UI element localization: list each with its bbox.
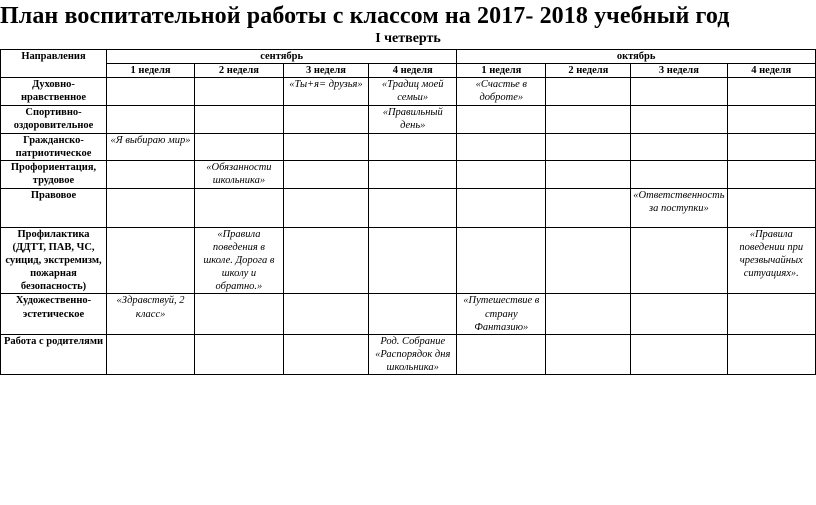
event-cell: «Ответственность за поступки» xyxy=(631,188,727,227)
event-cell xyxy=(107,160,195,188)
table-row xyxy=(1,160,816,188)
event-cell xyxy=(631,294,727,334)
event-cell xyxy=(631,334,727,374)
direction-cell: Профилактика (ДДТТ, ПАВ, ЧС, суицид, экстремизм, пожарная безопасность) xyxy=(1,227,107,294)
event-cell xyxy=(107,334,195,374)
table-row xyxy=(1,334,816,374)
event-cell xyxy=(195,334,284,374)
event-cell: «Я выбираю мир» xyxy=(107,133,195,160)
event-cell xyxy=(283,106,368,133)
event-cell xyxy=(631,160,727,188)
event-cell xyxy=(727,78,815,106)
event-cell xyxy=(195,294,284,334)
direction-cell: Профориентация, трудовое xyxy=(1,160,107,188)
direction-cell: Спортивно-оздоровительное xyxy=(1,106,107,133)
week-header: 3 неделя xyxy=(631,64,727,78)
week-header: 4 неделя xyxy=(727,64,815,78)
event-cell xyxy=(283,133,368,160)
event-cell xyxy=(546,294,631,334)
event-cell xyxy=(457,188,546,227)
event-cell xyxy=(727,188,815,227)
event-cell xyxy=(195,133,284,160)
event-cell xyxy=(457,334,546,374)
event-cell xyxy=(727,294,815,334)
event-cell xyxy=(546,106,631,133)
month-header-row xyxy=(1,50,816,64)
event-cell xyxy=(283,160,368,188)
month-header: сентябрь xyxy=(107,50,457,64)
event-cell xyxy=(546,334,631,374)
event-cell xyxy=(195,78,284,106)
event-cell: «Счастье в доброте» xyxy=(457,78,546,106)
week-header: 2 неделя xyxy=(195,64,284,78)
week-header: 1 неделя xyxy=(107,64,195,78)
event-cell xyxy=(107,78,195,106)
direction-cell: Художественно-эстетическое xyxy=(1,294,107,334)
table-row xyxy=(1,106,816,133)
event-cell: «Путешествие в страну Фантазию» xyxy=(457,294,546,334)
event-cell xyxy=(546,133,631,160)
plan-table xyxy=(0,49,816,375)
table-row xyxy=(1,188,816,227)
month-header: октябрь xyxy=(457,50,816,64)
table-row xyxy=(1,133,816,160)
event-cell xyxy=(631,106,727,133)
event-cell xyxy=(107,188,195,227)
week-header: 1 неделя xyxy=(457,64,546,78)
event-cell xyxy=(546,78,631,106)
event-cell: «Правила поведения в школе. Дорога в школу и обратно.» xyxy=(195,227,284,294)
week-header: 2 неделя xyxy=(546,64,631,78)
directions-header: Направления xyxy=(1,50,107,78)
event-cell xyxy=(369,160,457,188)
week-header: 4 неделя xyxy=(369,64,457,78)
event-cell xyxy=(195,106,284,133)
table-row xyxy=(1,227,816,294)
event-cell xyxy=(107,227,195,294)
event-cell xyxy=(283,334,368,374)
event-cell xyxy=(369,227,457,294)
event-cell xyxy=(369,188,457,227)
event-cell xyxy=(631,133,727,160)
direction-cell: Духовно-нравственное xyxy=(1,78,107,106)
week-header-row xyxy=(1,64,816,78)
event-cell xyxy=(283,227,368,294)
event-cell xyxy=(546,227,631,294)
event-cell xyxy=(457,133,546,160)
event-cell: Род. Собрание «Распорядок дня школьника» xyxy=(369,334,457,374)
event-cell xyxy=(727,334,815,374)
event-cell: «Правила поведении при чрезвычайных ситуациях». xyxy=(727,227,815,294)
event-cell xyxy=(727,160,815,188)
table-row xyxy=(1,78,816,106)
direction-cell: Правовое xyxy=(1,188,107,227)
event-cell: «Обязанности школьника» xyxy=(195,160,284,188)
event-cell: «Ты+я= друзья» xyxy=(283,78,368,106)
event-cell xyxy=(546,188,631,227)
event-cell xyxy=(283,294,368,334)
event-cell: «Здравствуй, 2 класс» xyxy=(107,294,195,334)
quarter-subtitle: I четверть xyxy=(375,31,441,46)
event-cell xyxy=(727,106,815,133)
event-cell: «Традиц моей семьи» xyxy=(369,78,457,106)
event-cell xyxy=(369,294,457,334)
event-cell xyxy=(107,106,195,133)
event-cell xyxy=(369,133,457,160)
event-cell xyxy=(283,188,368,227)
direction-cell: Гражданско-патриотическое xyxy=(1,133,107,160)
event-cell: «Правильный день» xyxy=(369,106,457,133)
table-row xyxy=(1,294,816,334)
event-cell xyxy=(631,78,727,106)
event-cell xyxy=(631,227,727,294)
page-title: План воспитательной работы с классом на 2017- 2018 учебный год xyxy=(0,3,730,29)
event-cell xyxy=(457,160,546,188)
event-cell xyxy=(727,133,815,160)
event-cell xyxy=(195,188,284,227)
event-cell xyxy=(457,106,546,133)
event-cell xyxy=(457,227,546,294)
event-cell xyxy=(546,160,631,188)
week-header: 3 неделя xyxy=(283,64,368,78)
direction-cell: Работа с родителями xyxy=(1,334,107,374)
